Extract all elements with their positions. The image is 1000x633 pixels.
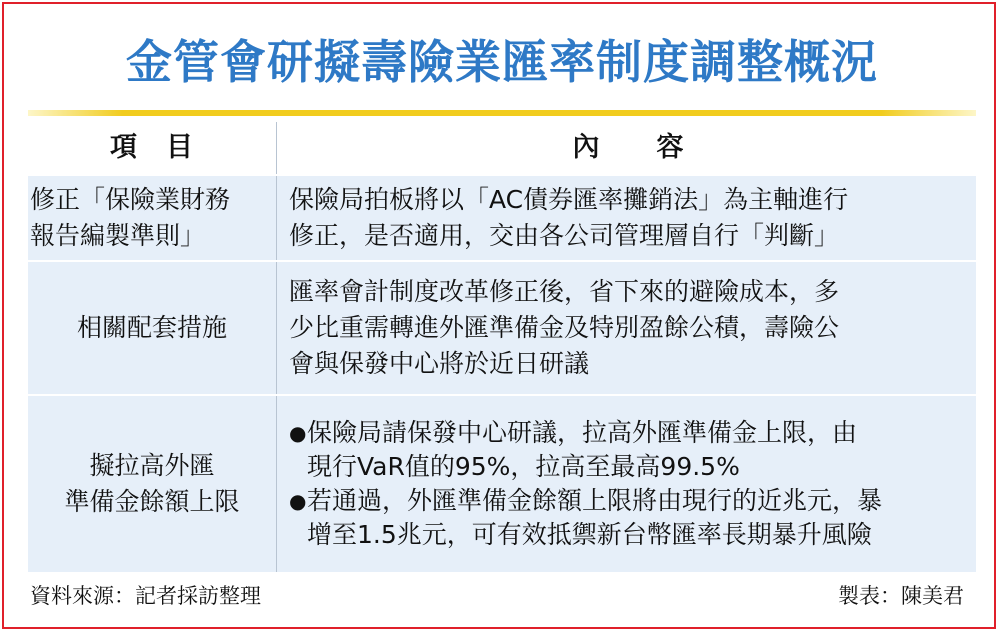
table-row (28, 262, 976, 394)
row-item-line: 相關配套措施 (76, 313, 227, 342)
row-item-line: 準備金餘額上限 (64, 487, 240, 516)
row-content-line: 少比重需轉進外匯準備金及特別盈餘公積，壽險公 (289, 313, 840, 342)
infographic-frame (2, 2, 996, 629)
bullet-continuation (289, 518, 882, 552)
row-content-cell (276, 262, 976, 394)
bullet-text: 若通過，外匯準備金餘額上限將由現行的近兆元，暴 (307, 486, 883, 515)
info-table (28, 122, 976, 572)
maker-note: 製表：陳美君 (838, 584, 964, 608)
bullet-continuation (289, 450, 882, 484)
table-row (28, 396, 976, 572)
row-item-line: 修正「保險業財務 (30, 185, 231, 214)
source-note: 資料來源：記者採訪整理 (30, 584, 261, 608)
row-content-line: 保險局拍板將以「AC債券匯率攤銷法」為主軸進行 (289, 185, 849, 214)
bullet-item (289, 416, 882, 450)
row-item-cell (28, 262, 276, 394)
row-item-line: 擬拉高外匯 (89, 451, 215, 480)
page-title: 金管會研擬壽險業匯率制度調整概況 (126, 35, 878, 89)
row-item-cell (28, 396, 276, 572)
bullet-text: 增至1.5兆元，可有效抵禦新台幣匯率長期暴升風險 (307, 520, 872, 549)
header-item: 項 目 (110, 132, 194, 163)
title-underline (28, 110, 976, 116)
row-content-line: 修正，是否適用，交由各公司管理層自行「判斷」 (289, 221, 840, 250)
row-item-line: 報告編製準則」 (30, 221, 206, 250)
bullet-marker: ● (289, 421, 307, 445)
row-item-cell (28, 176, 276, 260)
row-content-cell (276, 396, 976, 572)
bullet-text: 現行VaR值的95%，拉高至最高99.5% (307, 452, 740, 481)
row-content-line: 會與保發中心將於近日研議 (289, 349, 590, 378)
row-content-line: 匯率會計制度改革修正後，省下來的避險成本，多 (289, 277, 840, 306)
header-content: 內 容 (276, 122, 976, 174)
table-header-row (28, 122, 976, 174)
bullet-list (289, 416, 882, 552)
bullet-text: 保險局請保發中心研議，拉高外匯準備金上限，由 (307, 418, 858, 447)
bullet-item (289, 484, 882, 518)
bullet-marker: ● (289, 489, 307, 513)
table-row (28, 176, 976, 260)
row-content-cell (276, 176, 976, 260)
